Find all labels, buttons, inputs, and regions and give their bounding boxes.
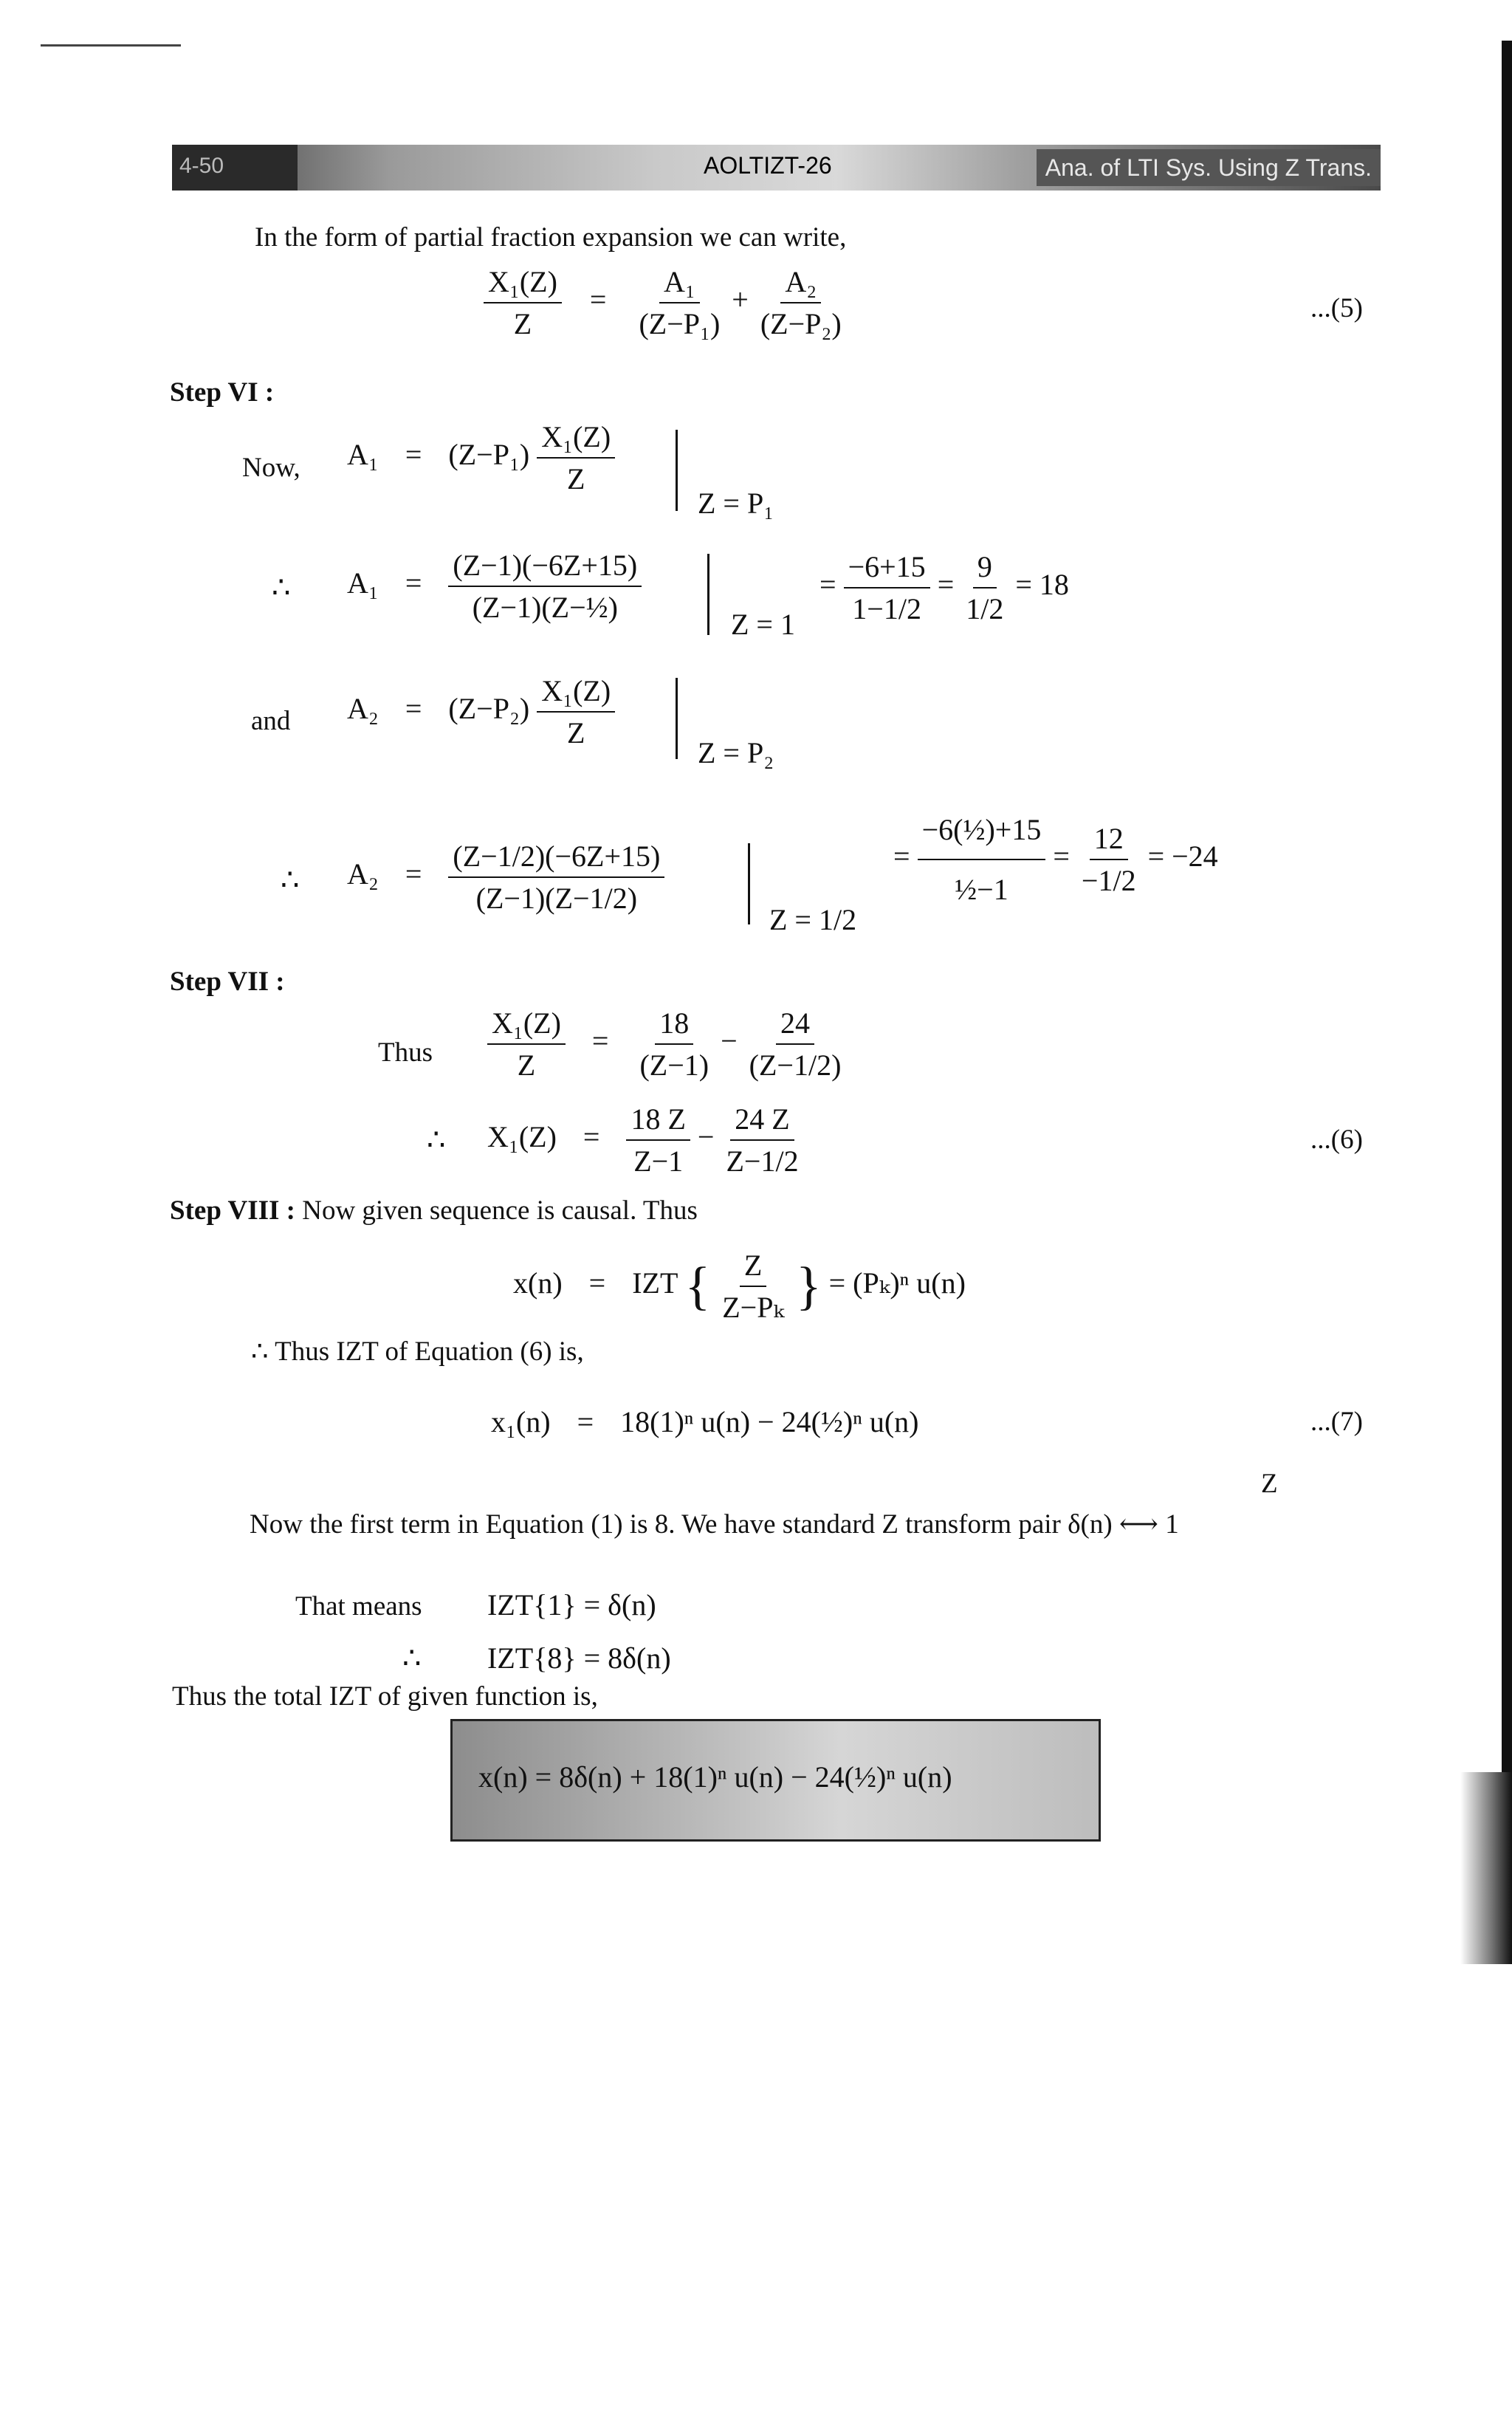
step8-x1n-equation: x₁(n) = 18(1)ⁿ u(n) − 24(½)ⁿ u(n) <box>491 1405 919 1438</box>
equation-5: $\frac{\text{X₁(Z)}}{Z}$ = $\frac{\text{A₁}}{\text{(Z−P₁)}}$ + $\frac{\text{A₂}}{\text{(Z−P₂)}}$ <box>484 264 846 341</box>
therefore-symbol-1: ∴ <box>272 571 291 604</box>
eq5-lhs: $\frac{\text{X₁(Z)}}{Z}$ <box>484 264 562 341</box>
step6-a1-equation: A₁ = (Z−P₁) $\frac{\text{X₁(Z)}}{Z}$ <box>347 419 615 496</box>
step7-equation-2: X₁(Z) = $\frac{18 Z}{Z-1}$ − $\frac{24 Z}{Z-1/2}$ <box>487 1102 803 1178</box>
header-page-number-block <box>172 145 298 191</box>
transform-pair-z-label: Z <box>1261 1469 1278 1499</box>
header-center-title: AOLTIZT-26 <box>704 152 832 179</box>
eq7-tag: ...(7) <box>1310 1407 1363 1437</box>
step7-u2: $\frac{24 Z}{Z-1/2}$ <box>726 1102 799 1178</box>
step6-and: and <box>251 706 291 736</box>
total-izt-line: Thus the total IZT of given function is, <box>172 1681 598 1712</box>
step7-u1: $\frac{18 Z}{Z-1}$ <box>626 1102 690 1178</box>
a1d-fraction: $\frac{9}{1/2}$ <box>966 550 1004 625</box>
that-means-line-1: IZT{1} = δ(n) <box>487 1588 656 1622</box>
final-equation: x(n) = 8δ(n) + 18(1)ⁿ u(n) − 24(½)ⁿ u(n) <box>478 1760 952 1794</box>
a2b-eval-bar <box>748 843 750 924</box>
a2b-eval: Z = 1/2 <box>769 903 857 936</box>
final-answer-box <box>450 1719 1101 1842</box>
a2-fraction: $\frac{\text{X₁(Z)}}{Z}$ <box>537 673 615 750</box>
step7-equation-1: $\frac{\text{X₁(Z)}}{Z}$ = $\frac{18}{(Z-1)}$ − $\frac{24}{(Z-1/2)}$ <box>487 1006 845 1082</box>
step7-thus: Thus <box>378 1037 433 1068</box>
a1b-eval: Z = 1 <box>731 608 795 641</box>
therefore-symbol-2: ∴ <box>281 863 300 896</box>
a1b-fraction: $\frac{(Z-1)(-6Z+15)}{\text{(Z−1)(Z−½)}}$ <box>448 548 642 625</box>
first-term-text: Now the first term in Equation (1) is 8. We have standard Z transform pair δ(n) ⟷ 1 <box>250 1509 1179 1540</box>
a1-fraction: $\frac{\text{X₁(Z)}}{Z}$ <box>537 419 615 496</box>
a2-result: = −24 <box>1147 840 1218 874</box>
eq5-tag: ...(5) <box>1310 293 1363 323</box>
scan-artifact-line <box>41 44 181 47</box>
header-right-title: Ana. of LTI Sys. Using Z Trans. <box>1037 149 1381 186</box>
step7-lhs: $\frac{\text{X₁(Z)}}{Z}$ <box>487 1006 566 1082</box>
step8-izt-of-eq6: ∴ Thus IZT of Equation (6) is, <box>251 1336 584 1367</box>
izt-fraction: $\frac{Z}{\text{Z−Pₖ}}$ <box>722 1249 785 1324</box>
a1-result: = 18 <box>1015 568 1069 602</box>
step7-heading: Step VII : <box>170 967 285 997</box>
step6-now: Now, <box>242 453 300 483</box>
running-header <box>172 145 1381 191</box>
step7-term2: $\frac{24}{(Z-1/2)}$ <box>749 1006 842 1082</box>
intro-text: In the form of partial fraction expansion we can write, <box>255 222 847 253</box>
eq6-tag: ...(6) <box>1310 1125 1363 1155</box>
step6-a1b-equation: A₁ = $\frac{(Z-1)(-6Z+15)}{\text{(Z−1)(Z−½)}}$ <box>347 548 642 625</box>
step8-line <box>170 1195 698 1226</box>
a2-simplification: = $\frac{\text{−6(½)+15}}{\text{½−1}}$ = $\frac{12}{-1/2}$ = −24 <box>893 813 1218 906</box>
a2-eval: Z = P₂ <box>698 736 774 769</box>
step7-term1: $\frac{18}{(Z-1)}$ <box>639 1006 709 1082</box>
a1-eval: Z = P₁ <box>698 487 774 520</box>
eq5-term1: $\frac{\text{A₁}}{\text{(Z−P₁)}}$ <box>639 265 721 340</box>
that-means-line-2: IZT{8} = 8δ(n) <box>487 1641 671 1675</box>
step8-text: Now given sequence is causal. Thus <box>302 1195 698 1226</box>
eq5-term2: $\frac{\text{A₂}}{\text{(Z−P₂)}}$ <box>760 265 842 340</box>
therefore-symbol-3: ∴ <box>427 1123 446 1156</box>
page-edge-curl <box>1460 1772 1512 1964</box>
therefore-symbol-4: ∴ <box>402 1641 422 1675</box>
a1c-fraction: $\frac{-6+15}{1-1/2}$ <box>844 549 930 626</box>
a1-simplification: = $\frac{-6+15}{1-1/2}$ = $\frac{9}{1/2}$ = 18 <box>819 550 1069 625</box>
step6-heading: Step VI : <box>170 377 275 408</box>
a2c-fraction: $\frac{\text{−6(½)+15}}{\text{½−1}}$ <box>918 812 1046 907</box>
a2b-fraction: $\frac{(Z-1/2)(-6Z+15)}{(Z-1)(Z-1/2)}$ <box>448 839 664 916</box>
that-means-label: That means <box>295 1591 422 1622</box>
a1b-eval-bar <box>707 554 709 635</box>
a2-eval-bar <box>676 678 678 759</box>
step6-a2-equation: A₂ = (Z−P₂) $\frac{\text{X₁(Z)}}{Z}$ <box>347 673 615 750</box>
a2d-fraction: $\frac{12}{-1/2}$ <box>1081 822 1136 897</box>
step8-izt-equation: x(n) = IZT { $\frac{Z}{\text{Z−Pₖ}}$ } = (Pₖ)ⁿ u(n) <box>513 1249 966 1324</box>
page-edge-shadow <box>1502 41 1512 1960</box>
header-page-number: 4-50 <box>179 154 224 178</box>
step8-heading: Step VIII : <box>170 1195 295 1226</box>
a1-eval-bar <box>676 430 678 511</box>
step6-a2b-equation: A₂ = $\frac{(Z-1/2)(-6Z+15)}{(Z-1)(Z-1/2)}$ <box>347 839 664 916</box>
